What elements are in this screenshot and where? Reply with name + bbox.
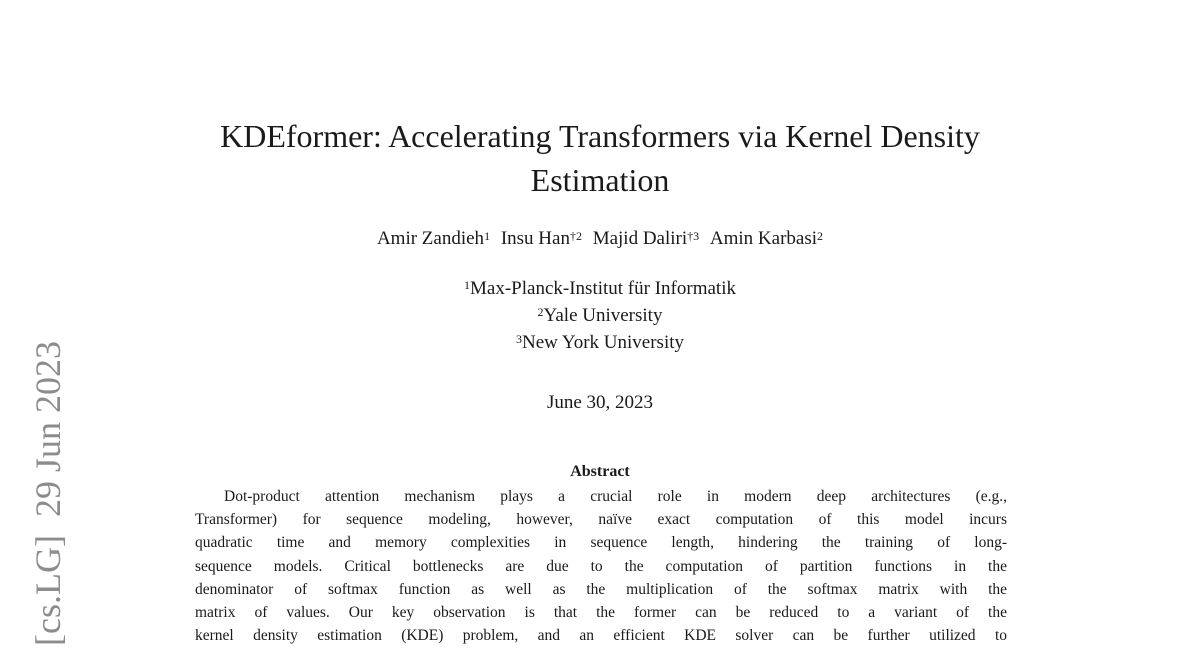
affiliation-name: Yale University bbox=[543, 305, 663, 326]
abstract-body bbox=[195, 485, 1007, 647]
author-affiliation-mark: 2 bbox=[817, 229, 824, 243]
abstract-line: Dot-product attention mechanism plays a crucial role in modern deep architectures (e.g., bbox=[224, 488, 1007, 505]
affiliation bbox=[300, 329, 900, 356]
author bbox=[593, 228, 699, 249]
arxiv-stamp-text bbox=[27, 318, 69, 646]
abstract-heading: Abstract bbox=[570, 463, 630, 480]
abstract-line: sequence models. Critical bottlenecks are due to the computation of partition functions in the bbox=[195, 557, 1007, 575]
author bbox=[501, 228, 582, 249]
affiliation-mark: 3 bbox=[515, 332, 522, 346]
author-name: Amin Karbasi bbox=[709, 228, 818, 249]
author-affiliation-mark: †2 bbox=[569, 229, 582, 243]
paper-date: June 30, 2023 bbox=[546, 392, 654, 413]
author-list bbox=[200, 227, 1000, 251]
affiliation-mark: 2 bbox=[537, 305, 544, 319]
author bbox=[710, 228, 823, 249]
author-affiliation-mark: †3 bbox=[687, 229, 700, 243]
affiliation bbox=[300, 302, 900, 329]
abstract-line: kernel density estimation (KDE) problem, and an efficient KDE solver can be further utilized to bbox=[195, 627, 1007, 645]
abstract-line: quadratic time and memory complexities in sequence length, hindering the training of long- bbox=[195, 534, 1007, 552]
title-line-1: KDEformer: Accelerating Transformers via Kernel Density bbox=[220, 118, 980, 154]
paper-title bbox=[150, 114, 1050, 202]
arxiv-category: [cs.LG] bbox=[28, 535, 68, 646]
arxiv-date: 29 Jun 2023 bbox=[28, 341, 68, 518]
author-name: Amir Zandieh bbox=[376, 228, 485, 249]
title-line-2: Estimation bbox=[530, 162, 670, 198]
affiliation-name: Max-Planck-Institut für Informatik bbox=[470, 278, 736, 299]
author bbox=[377, 228, 490, 249]
affiliation bbox=[300, 275, 900, 302]
author-name: Insu Han bbox=[500, 228, 570, 249]
author-name: Majid Daliri bbox=[592, 228, 688, 249]
affiliation-name: New York University bbox=[521, 332, 685, 353]
abstract-line: denominator of softmax function as well as the multiplication of the softmax matrix with the bbox=[195, 580, 1007, 598]
abstract-line: matrix of values. Our key observation is that the former can be reduced to a variant of the bbox=[195, 603, 1007, 621]
affiliation-list bbox=[300, 275, 900, 356]
arxiv-stamp bbox=[27, 318, 69, 646]
abstract-line: Transformer) for sequence modeling, however, naïve exact computation of this model incurs bbox=[195, 511, 1007, 529]
affiliation-mark: 1 bbox=[464, 278, 471, 292]
author-affiliation-mark: 1 bbox=[484, 229, 491, 243]
